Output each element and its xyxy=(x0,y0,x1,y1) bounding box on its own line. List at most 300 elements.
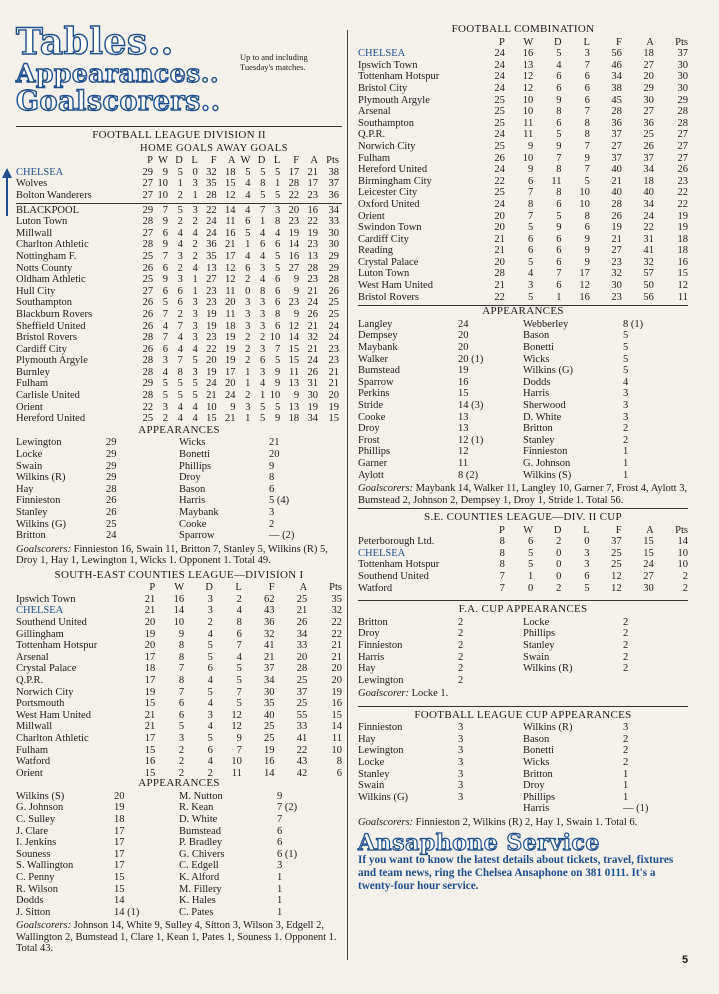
table-row xyxy=(16,274,342,286)
stat-cell: 8 xyxy=(499,559,505,571)
stat-cell: 5 xyxy=(177,378,183,390)
appearance-count: 11 xyxy=(458,457,469,469)
stat-cell: 28 xyxy=(142,332,154,344)
appearance-row xyxy=(16,437,342,449)
stat-cell: 2 xyxy=(177,189,183,201)
stat-cell: 28 xyxy=(288,178,300,190)
stat-cell: 40 xyxy=(611,187,622,199)
table-row xyxy=(16,629,342,641)
appearance-row xyxy=(358,377,688,389)
stat-cell: 6 xyxy=(162,227,169,239)
lcup-title: FOOTBALL LEAGUE CUP APPEARANCES xyxy=(414,708,632,721)
table-row xyxy=(358,571,688,583)
appearance-row xyxy=(16,814,342,826)
appearance-count: 13 xyxy=(458,423,469,435)
team-name: Hereford United xyxy=(358,164,428,176)
appearance-count: 14 xyxy=(114,895,125,907)
player-name: I. Jenkins xyxy=(16,837,57,849)
stat-cell: 22 xyxy=(296,744,308,756)
stat-cell: 14 xyxy=(331,721,342,733)
appearance-count: 28 xyxy=(106,483,117,495)
stat-cell: 3 xyxy=(192,366,198,378)
stat-cell: 9 xyxy=(230,401,236,413)
stat-cell: 22 xyxy=(206,204,217,216)
appearance-row xyxy=(16,872,342,884)
column-header: P xyxy=(149,582,156,594)
stat-cell: 15 xyxy=(328,413,339,425)
team-name: CHELSEA xyxy=(16,166,64,178)
stat-cell: 30 xyxy=(611,280,622,292)
lcup-goalscorers xyxy=(358,817,688,828)
table-row xyxy=(358,106,688,118)
stat-cell: 8 xyxy=(556,187,562,199)
stat-cell: 6 xyxy=(207,744,213,756)
stat-cell: 18 xyxy=(677,245,688,257)
stat-cell: 43 xyxy=(296,756,308,768)
stat-cell: 25 xyxy=(296,593,308,605)
appearance-count: 16 xyxy=(458,376,469,388)
stat-cell: 7 xyxy=(527,210,534,222)
stat-cell: 6 xyxy=(556,117,562,129)
player-name xyxy=(358,803,458,815)
appearance-count: — (2) xyxy=(269,530,295,542)
player-name: Bason xyxy=(179,483,206,495)
stat-cell: 6 xyxy=(527,175,534,187)
appearance-row xyxy=(16,507,342,519)
stat-cell: 4 xyxy=(162,366,169,378)
stat-cell: 19 xyxy=(328,401,339,413)
stat-cell: 32 xyxy=(307,332,319,344)
appearance-count: 2 xyxy=(623,651,629,663)
arrow-up-icon xyxy=(2,168,12,216)
stat-cell: 34 xyxy=(264,674,275,686)
stat-cell: 2 xyxy=(236,593,242,605)
stat-cell: 12 xyxy=(522,82,534,94)
stat-cell: 6 xyxy=(556,198,562,210)
stat-cell: 16 xyxy=(522,48,534,60)
logo-appearances: Appearances.. xyxy=(16,59,220,88)
appearance-row xyxy=(16,484,342,496)
stat-cell: 28 xyxy=(611,198,622,210)
player-name: J. Clare xyxy=(16,825,49,837)
column-header: F xyxy=(616,36,622,48)
appearance-count: 18 xyxy=(114,814,125,826)
player-name: Bason xyxy=(523,733,550,745)
player-name: Souness xyxy=(16,848,51,860)
appearance-row xyxy=(16,530,342,542)
stat-cell: 3 xyxy=(192,320,198,332)
appearance-count: 2 xyxy=(458,651,464,663)
stat-cell: 6 xyxy=(527,233,534,245)
stat-cell: 40 xyxy=(264,709,275,721)
appearance-row xyxy=(16,860,342,872)
appearance-count: 20 xyxy=(114,790,125,802)
appearance-row xyxy=(16,826,342,838)
stat-cell: 17 xyxy=(144,732,156,744)
stat-cell: 20 xyxy=(331,663,342,675)
stat-cell: 23 xyxy=(611,291,622,303)
stat-cell: 5 xyxy=(260,189,266,201)
player-name: Swain xyxy=(523,651,550,663)
stat-cell: 24 xyxy=(206,227,217,239)
stat-cell: 4 xyxy=(275,227,281,239)
stat-cell: 0 xyxy=(556,570,562,582)
stat-cell: 19 xyxy=(225,332,236,344)
stat-cell: 1 xyxy=(245,413,251,425)
team-name: Fulham xyxy=(16,744,49,756)
cup-rule xyxy=(358,508,688,509)
stat-cell: 5 xyxy=(527,547,534,559)
stat-cell: 10 xyxy=(522,152,534,164)
appearance-count: 29 xyxy=(106,472,117,484)
stat-cell: 8 xyxy=(584,210,590,222)
appearance-count: 2 xyxy=(623,663,629,675)
stat-cell: 19 xyxy=(206,366,217,378)
stat-cell: 22 xyxy=(206,343,217,355)
column-header: A xyxy=(646,36,654,48)
stat-cell: 27 xyxy=(677,129,688,141)
stat-cell: 13 xyxy=(307,250,319,262)
stat-cell: 42 xyxy=(296,767,308,779)
stat-cell: 6 xyxy=(177,297,183,309)
appearance-count: — (1) xyxy=(623,803,649,815)
stat-cell: 24 xyxy=(225,390,236,402)
stat-cell: 19 xyxy=(225,355,236,367)
appearance-row xyxy=(358,354,688,366)
appearance-count: 2 xyxy=(623,423,629,435)
stat-cell: 28 xyxy=(494,268,505,280)
player-name: D. White xyxy=(523,411,562,423)
stat-cell: 1 xyxy=(192,189,198,201)
table-row xyxy=(16,663,342,675)
stat-cell: 7 xyxy=(177,355,183,367)
stat-cell: 4 xyxy=(192,262,198,274)
stat-cell: 11 xyxy=(523,117,534,129)
team-name: Millwall xyxy=(16,721,53,733)
team-name: BLACKPOOL xyxy=(16,204,80,216)
player-name: Finnieston xyxy=(358,722,403,734)
stat-cell: 9 xyxy=(293,390,300,402)
stat-cell: 21 xyxy=(144,593,156,605)
table-row xyxy=(16,390,342,402)
stat-cell: 15 xyxy=(643,547,654,559)
stat-cell: 6 xyxy=(245,216,251,228)
stat-cell: 28 xyxy=(142,216,154,228)
stat-cell: 5 xyxy=(556,129,562,141)
stat-cell: P xyxy=(147,155,154,167)
stat-cell: 6 xyxy=(556,82,562,94)
appearance-count: 5 xyxy=(623,353,629,365)
header-logo xyxy=(16,21,342,124)
stat-cell: 6 xyxy=(584,222,590,234)
table-row xyxy=(16,367,342,379)
table-row xyxy=(16,228,342,240)
stat-cell: 25 xyxy=(494,94,505,106)
stat-cell: 28 xyxy=(307,262,319,274)
player-name: Britton xyxy=(523,768,553,780)
appearance-count: 1 xyxy=(277,883,283,895)
team-name: Oxford United xyxy=(358,198,420,210)
stat-cell: 20 xyxy=(144,640,156,652)
stat-cell: 19 xyxy=(144,686,156,698)
stat-cell: 25 xyxy=(296,674,308,686)
stat-cell: 3 xyxy=(245,320,251,332)
stat-cell: 5 xyxy=(275,250,281,262)
stat-cell: 17 xyxy=(579,268,590,280)
player-name: Maybank xyxy=(358,342,398,354)
stat-cell: 15 xyxy=(144,698,156,710)
appearance-count: 7 xyxy=(277,814,283,826)
player-name: Finnieston xyxy=(523,446,568,458)
player-name: Sparrow xyxy=(179,530,215,542)
stat-cell: 23 xyxy=(328,343,339,355)
team-name: Reading xyxy=(358,245,393,257)
stat-cell: 2 xyxy=(178,767,185,779)
appearance-count: 29 xyxy=(106,437,117,449)
stat-cell: 3 xyxy=(192,178,198,190)
secl-cup-title: S.E. COUNTIES LEAGUE—DIV. II CUP xyxy=(424,510,622,523)
appearance-row xyxy=(16,461,342,473)
stat-cell: 5 xyxy=(207,651,213,663)
stat-cell: 6 xyxy=(556,71,562,83)
facup-rule xyxy=(358,600,688,601)
stat-cell: 34 xyxy=(307,413,319,425)
stat-cell: 27 xyxy=(643,570,654,582)
stat-cell: 5 xyxy=(527,256,534,268)
team-name: Ipswich Town xyxy=(358,59,418,71)
stat-cell: 30 xyxy=(643,582,654,594)
stat-cell: 4 xyxy=(207,721,213,733)
table-row xyxy=(16,205,342,217)
stat-cell: 24 xyxy=(494,48,505,60)
team-name: Southend United xyxy=(16,616,87,628)
team-name: Peterborough Ltd. xyxy=(358,536,435,548)
stat-cell: 30 xyxy=(677,71,688,83)
team-name: Hereford United xyxy=(16,413,86,425)
stat-cell: 2 xyxy=(207,767,213,779)
stat-cell: 23 xyxy=(307,189,318,201)
stat-cell: 5 xyxy=(236,698,242,710)
stat-cell: 8 xyxy=(556,106,562,118)
appearance-count: 13 xyxy=(458,411,469,423)
column-header: Pts xyxy=(329,582,342,594)
stat-cell: 2 xyxy=(192,216,198,228)
player-name: M. Nutton xyxy=(179,790,223,802)
stat-cell: 22 xyxy=(331,628,342,640)
stat-cell: 20 xyxy=(225,378,236,390)
team-name: Q.P.R. xyxy=(358,129,386,141)
stat-cell: 57 xyxy=(643,268,654,280)
stat-cell: 21 xyxy=(144,605,156,617)
appearance-row xyxy=(358,640,688,652)
stat-cell: 14 xyxy=(288,332,300,344)
appearance-count: 2 xyxy=(458,663,464,675)
team-name: West Ham United xyxy=(358,280,433,292)
column-header: A xyxy=(646,524,654,536)
stat-cell: 6 xyxy=(275,297,281,309)
goalscorers-text: Finnieston 16, Swain 11, Britton 7, Stanley 5, Wilkins (R) 5, Droy 1, Hay 1, Lewington 1, Wicks 1. Opponent 1. Total 49. xyxy=(16,543,328,567)
stat-cell: 24 xyxy=(494,198,505,210)
column-header: W xyxy=(174,582,185,594)
stat-cell: 3 xyxy=(207,709,213,721)
stat-cell: 25 xyxy=(611,547,622,559)
stat-cell: 0 xyxy=(584,536,590,548)
stat-cell: 6 xyxy=(177,285,183,297)
appearance-count: 20 xyxy=(269,449,280,461)
stat-cell: 22 xyxy=(331,616,342,628)
appearance-count: 17 xyxy=(114,837,125,849)
stat-cell: 27 xyxy=(677,152,688,164)
stat-cell: 33 xyxy=(296,721,308,733)
goalscorers-text: Maybank 14, Walker 11, Langley 10, Garner 7, Frost 4, Aylott 3, Bumstead 2, Johnson 2, Dempsey 1, Droy 1, Stride 1. Total 56. xyxy=(358,483,688,506)
appearance-row xyxy=(16,802,342,814)
stat-cell: 4 xyxy=(527,268,534,280)
table-row xyxy=(16,344,342,356)
stat-cell: 10 xyxy=(269,390,281,402)
player-name: Britton xyxy=(523,423,553,435)
stat-cell: 25 xyxy=(611,559,622,571)
stat-cell: 9 xyxy=(162,166,168,178)
stat-cell: 8 xyxy=(260,285,266,297)
player-name xyxy=(523,675,623,687)
stat-cell: 21 xyxy=(307,285,319,297)
player-name: Perkins xyxy=(358,388,390,400)
stat-cell: 5 xyxy=(260,166,266,178)
div2-table xyxy=(16,155,342,201)
stat-cell: 5 xyxy=(275,401,281,413)
stat-cell: 15 xyxy=(288,343,300,355)
team-name: Blackburn Rovers xyxy=(16,308,93,320)
appearance-row xyxy=(358,388,688,400)
goalscorers-label: Goalscorers: xyxy=(16,920,72,932)
stat-cell: 25 xyxy=(142,250,154,262)
stat-cell: 8 xyxy=(336,756,342,768)
stat-cell: 8 xyxy=(236,616,242,628)
stat-cell: 4 xyxy=(260,274,266,286)
table-row xyxy=(16,190,342,202)
appearance-count: 5 xyxy=(623,330,629,342)
stat-cell: 36 xyxy=(328,189,339,201)
stat-cell: 21 xyxy=(307,166,318,178)
team-name: Crystal Palace xyxy=(358,256,419,268)
table-row xyxy=(16,594,342,606)
appearance-count: 9 xyxy=(277,790,283,802)
appearance-count: 24 xyxy=(458,318,469,330)
appearance-count: 2 xyxy=(623,745,629,757)
appearance-count: 2 xyxy=(623,434,629,446)
stat-cell: 25 xyxy=(328,308,339,320)
appearance-row xyxy=(358,780,688,792)
stat-cell: Pts xyxy=(326,155,339,167)
combo-appearances xyxy=(358,319,688,481)
stat-cell: 12 xyxy=(522,71,534,83)
table-row xyxy=(358,548,688,560)
appearance-row xyxy=(358,330,688,342)
appearance-count: 8 (2) xyxy=(458,469,479,481)
stat-cell: 4 xyxy=(192,413,198,425)
stat-cell: 8 xyxy=(260,178,266,190)
stat-cell: 28 xyxy=(677,106,688,118)
stat-cell: 14 xyxy=(173,605,185,617)
appearance-count: 17 xyxy=(114,860,125,872)
stat-cell: 20 xyxy=(328,390,339,402)
stat-cell: 26 xyxy=(677,164,688,176)
stat-cell: 7 xyxy=(584,140,590,152)
appearance-row xyxy=(358,400,688,412)
appearance-row xyxy=(358,792,688,804)
team-name: Oldham Athletic xyxy=(16,274,86,286)
stat-cell: 36 xyxy=(264,616,275,628)
stat-cell: 6 xyxy=(207,663,213,675)
table-row xyxy=(358,129,688,141)
stat-cell: 3 xyxy=(207,593,213,605)
stat-cell: 10 xyxy=(173,616,185,628)
stat-cell: 6 xyxy=(260,355,266,367)
stat-cell: 6 xyxy=(260,239,266,251)
stat-cell: 29 xyxy=(643,82,654,94)
stat-cell: A xyxy=(310,155,318,167)
page-number: 5 xyxy=(682,954,689,966)
stat-cell: 22 xyxy=(307,216,319,228)
stat-cell: 15 xyxy=(144,744,156,756)
appearance-row xyxy=(358,663,688,675)
stat-cell: 22 xyxy=(142,401,154,413)
goalscorers-text: Johnson 14, White 9, Sulley 4, Sitton 3, Wilson 3, Edgell 2, Wallington 2, Bumstead 1, Clare 1, Kean 1, Pates 1, Souness 1. Opponent 1. Total 43. xyxy=(16,920,337,955)
stat-cell: 5 xyxy=(162,390,169,402)
table-row xyxy=(16,167,342,179)
stat-cell: 29 xyxy=(142,166,154,178)
team-name: Bristol Rovers xyxy=(358,291,419,303)
player-name: Wilkins (G) xyxy=(358,791,409,803)
stat-cell: 18 xyxy=(144,663,156,675)
stat-cell: 25 xyxy=(494,106,505,118)
table-row xyxy=(16,332,342,344)
table-row xyxy=(16,355,342,367)
stat-cell: 36 xyxy=(611,117,622,129)
stat-cell: 2 xyxy=(682,582,688,594)
stat-cell: 25 xyxy=(142,413,154,425)
stat-cell: 4 xyxy=(207,674,213,686)
stat-cell: 3 xyxy=(192,308,198,320)
appearance-count: 3 xyxy=(458,733,464,745)
team-name: Hull City xyxy=(16,285,56,297)
stat-cell: 15 xyxy=(206,413,217,425)
table-row xyxy=(358,83,688,95)
stat-cell: 22 xyxy=(677,198,688,210)
stat-cell: 3 xyxy=(162,355,169,367)
stat-cell: 9 xyxy=(293,285,300,297)
appearance-count: 24 xyxy=(106,530,117,542)
stat-cell: 8 xyxy=(556,164,562,176)
table-row xyxy=(358,222,688,234)
secl-cup-table xyxy=(358,525,688,595)
stat-cell: 8 xyxy=(178,640,185,652)
stat-cell: 20 xyxy=(494,210,505,222)
stat-cell: 33 xyxy=(328,216,339,228)
stat-cell: 24 xyxy=(494,59,505,71)
stat-cell: 0 xyxy=(245,285,251,297)
stat-cell: 2 xyxy=(177,262,183,274)
appearance-count: 20 xyxy=(458,342,469,354)
table-row xyxy=(16,321,342,333)
stat-cell: 13 xyxy=(206,262,217,274)
stat-cell: 34 xyxy=(643,164,654,176)
team-name: Millwall xyxy=(16,227,53,239)
stat-cell: 2 xyxy=(556,536,562,548)
appearance-row xyxy=(358,617,688,629)
stat-cell: 1 xyxy=(556,291,562,303)
stat-cell: 21 xyxy=(611,233,622,245)
